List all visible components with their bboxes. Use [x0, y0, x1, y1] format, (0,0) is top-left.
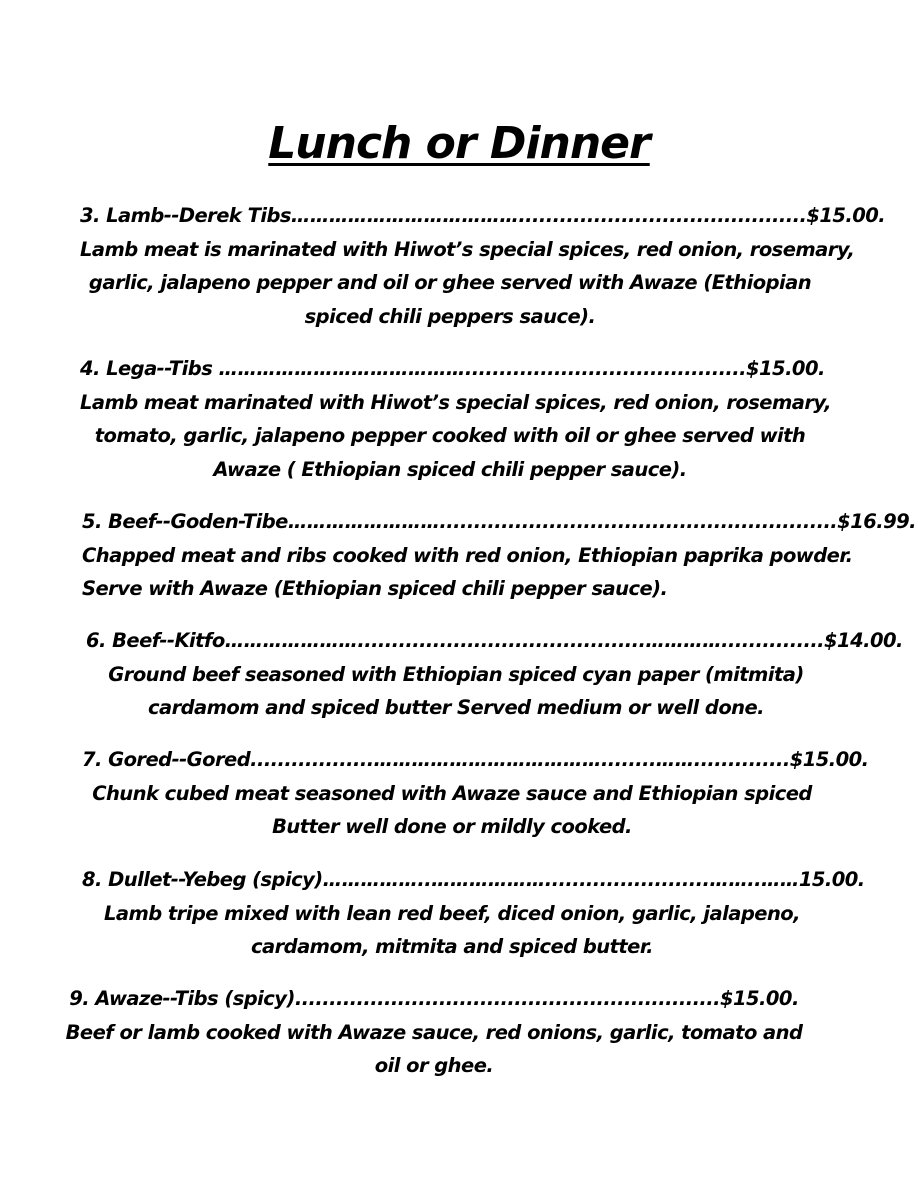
- menu-item-heading: 3. Lamb--Derek Tibs………………………………..........................................$15.00.: [80, 204, 886, 227]
- menu-item-heading: 7. Gored--Gored..................………………………………........……..............$15.00.: [82, 748, 869, 771]
- menu-item-description-line: oil or ghee.: [374, 1054, 494, 1077]
- menu-item-heading: 9. Awaze--Tibs (spicy)..............................................................$15.00.: [69, 987, 799, 1010]
- menu-item-description-line: Butter well done or mildly cooked.: [272, 815, 632, 838]
- menu-item: [80, 352, 831, 486]
- menu-item-description-line: Chapped meat and ribs cooked with red onion, Ethiopian paprika powder.: [82, 543, 853, 567]
- menu-item-description-line: Ground beef seasoned with Ethiopian spiced cyan paper (mitmita): [108, 662, 804, 686]
- menu-item-heading: 6. Beef--Kitfo…………………..........................................…………...............$14.00.: [86, 629, 903, 652]
- menu-item-description-line: Lamb tripe mixed with lean red beef, diced onion, garlic, jalapeno,: [103, 901, 801, 925]
- menu-item: [82, 863, 865, 964]
- menu-title: Lunch or Dinner: [268, 118, 650, 169]
- menu-item-description-line: Chunk cubed meat seasoned with Awaze sauce and Ethiopian spiced: [92, 781, 812, 805]
- menu-item-description-line: Serve with Awaze (Ethiopian spiced chili pepper sauce).: [82, 577, 668, 600]
- menu-item-description-line: Beef or lamb cooked with Awaze sauce, red onions, garlic, tomato and: [65, 1020, 803, 1044]
- menu-item-heading: 4. Lega--Tibs ………………………………….........................................$15.00.: [80, 357, 825, 380]
- menu-item-heading: 5. Beef--Goden-Tibe……………………..........................................................$16.99.: [82, 510, 916, 533]
- menu-item-description-line: garlic, jalapeno pepper and oil or ghee served with Awaze (Ethiopian: [88, 271, 812, 294]
- menu-item-description-line: cardamom, mitmita and spiced butter.: [250, 935, 653, 958]
- menu-item-description-line: cardamom and spiced butter Served medium or well done.: [147, 696, 765, 719]
- menu-item-description-line: Lamb meat is marinated with Hiwot’s special spices, red onion, rosemary,: [80, 237, 855, 261]
- menu-item-description-line: Awaze ( Ethiopian spiced chili pepper sauce).: [213, 457, 687, 481]
- menu-item-description-line: tomato, garlic, jalapeno pepper cooked with oil or ghee served with: [94, 424, 806, 447]
- menu-item: [80, 199, 886, 333]
- menu-item: [82, 743, 869, 844]
- menu-item: [64, 982, 804, 1083]
- menu-item-description-line: Lamb meat marinated with Hiwot’s special spices, red onion, rosemary,: [80, 390, 831, 414]
- menu-item: [86, 624, 903, 725]
- menu-item-description-line: spiced chili peppers sauce).: [304, 304, 596, 328]
- menu-item: [82, 505, 916, 606]
- menu-item-heading: 8. Dullet--Yebeg (spicy)……………..………………........................……..……15.00.: [82, 868, 865, 891]
